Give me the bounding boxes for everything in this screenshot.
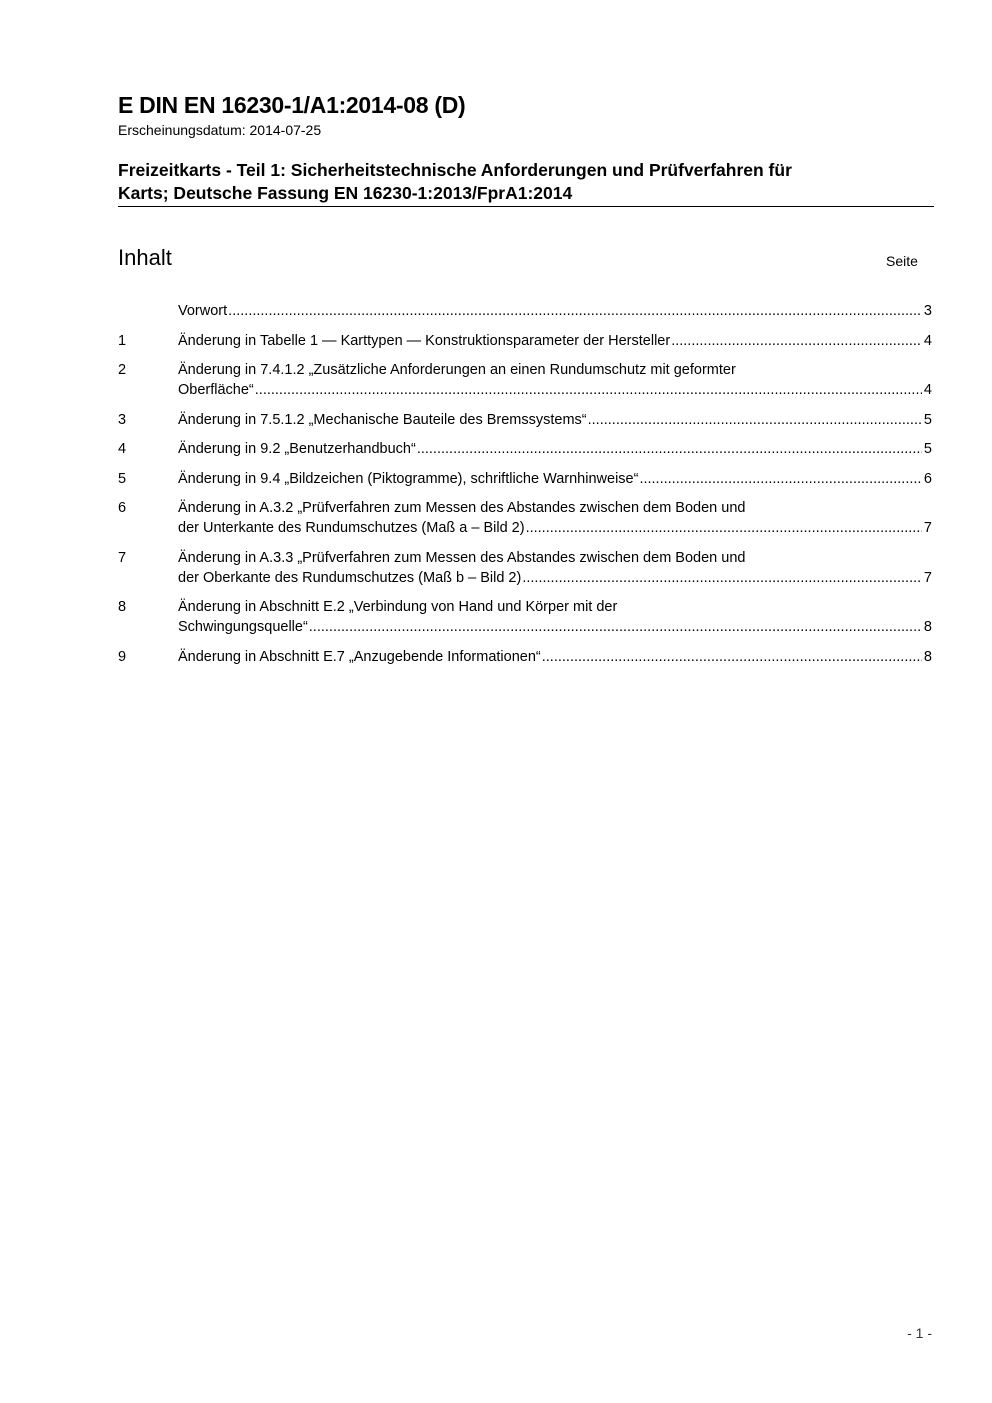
toc-leader-dots [526, 518, 922, 538]
toc-page-column-label: Seite [886, 253, 918, 269]
toc-leader-dots [309, 617, 922, 637]
toc-entry-title: der Oberkante des Rundumschutzes (Maß b – Bild 2) [178, 569, 522, 586]
toc-entry-title: Änderung in 9.2 „Benutzerhandbuch“ [178, 441, 416, 457]
toc-entry-page: 5 [923, 441, 932, 457]
toc-entry-page: 8 [923, 648, 932, 665]
toc-entry-number: 7 [118, 549, 127, 566]
document-id: E DIN EN 16230-1/A1:2014-08 (D) [118, 92, 466, 118]
toc-entry-page: 7 [923, 569, 932, 586]
toc-entry-7[interactable] [118, 548, 932, 588]
header-divider [118, 206, 934, 207]
toc-entry-number: 5 [118, 470, 127, 487]
table-of-contents [118, 301, 932, 676]
toc-leader-dots [417, 439, 922, 459]
toc-leader-dots [588, 410, 922, 430]
document-title [118, 159, 918, 205]
toc-entry-title: Oberfläche“ [178, 382, 254, 398]
toc-entry-5[interactable] [118, 469, 932, 489]
toc-leader-dots [639, 469, 921, 489]
toc-entry-number: 1 [118, 332, 127, 349]
toc-entry-title-line-1: Änderung in 7.4.1.2 „Zusätzliche Anforderungen an einen Rundumschutz mit geformter [178, 362, 736, 378]
publication-date: Erscheinungsdatum: 2014-07-25 [118, 122, 322, 138]
toc-entry-page: 7 [923, 520, 932, 536]
toc-entry-page: 5 [923, 411, 932, 428]
toc-entry-number: 6 [118, 500, 127, 516]
toc-entry-title: Änderung in 9.4 „Bildzeichen (Piktogramme), schriftliche Warnhinweise“ [178, 470, 639, 487]
toc-entry-number: 3 [118, 411, 127, 428]
toc-entry-8[interactable] [118, 597, 932, 637]
toc-entry-title: Änderung in 7.5.1.2 „Mechanische Bauteile des Bremssystems“ [178, 411, 587, 428]
toc-entry-page: 4 [923, 332, 932, 349]
toc-entry-number: 8 [118, 599, 127, 615]
toc-entry-title-line-1: Änderung in A.3.3 „Prüfverfahren zum Messen des Abstandes zwischen dem Boden und [178, 549, 746, 566]
toc-heading: Inhalt [118, 245, 172, 270]
toc-leader-dots [542, 647, 922, 667]
toc-leader-dots [522, 568, 922, 588]
toc-entry-title: Änderung in Abschnitt E.7 „Anzugebende Informationen“ [178, 648, 541, 665]
toc-entry-9[interactable] [118, 647, 932, 667]
toc-entry-number [118, 301, 178, 321]
toc-entry-number: 9 [118, 648, 127, 665]
toc-entry-1[interactable] [118, 331, 932, 351]
toc-entry-page: 4 [923, 382, 932, 398]
toc-entry-3[interactable] [118, 410, 932, 430]
toc-entry-title: Änderung in Tabelle 1 — Karttypen — Konstruktionsparameter der Hersteller [178, 332, 671, 349]
toc-entry-vorwort[interactable] [118, 301, 932, 321]
toc-entry-4[interactable] [118, 439, 932, 459]
document-title-line-1: Freizeitkarts - Teil 1: Sicherheitstechnische Anforderungen und Prüfverfahren für [118, 160, 792, 180]
toc-entry-title: der Unterkante des Rundumschutzes (Maß a – Bild 2) [178, 520, 525, 536]
page-number: - 1 - [907, 1325, 932, 1341]
toc-entry-page: 6 [923, 470, 932, 487]
toc-entry-6[interactable] [118, 498, 932, 538]
toc-entry-number: 4 [118, 441, 127, 457]
toc-entry-title: Vorwort [178, 303, 228, 319]
toc-entry-page: 3 [923, 303, 932, 319]
toc-leader-dots [228, 301, 922, 321]
toc-entry-title-line-1: Änderung in A.3.2 „Prüfverfahren zum Messen des Abstandes zwischen dem Boden und [178, 500, 746, 516]
toc-entry-2[interactable] [118, 360, 932, 400]
toc-leader-dots [255, 380, 922, 400]
toc-entry-number: 2 [118, 362, 127, 378]
toc-entry-title: Schwingungsquelle“ [178, 619, 308, 635]
toc-entry-title-line-1: Änderung in Abschnitt E.2 „Verbindung von Hand und Körper mit der [178, 599, 618, 615]
document-title-line-2: Karts; Deutsche Fassung EN 16230-1:2013/FprA1:2014 [118, 183, 573, 203]
toc-leader-dots [671, 331, 922, 351]
toc-entry-page: 8 [923, 619, 932, 635]
